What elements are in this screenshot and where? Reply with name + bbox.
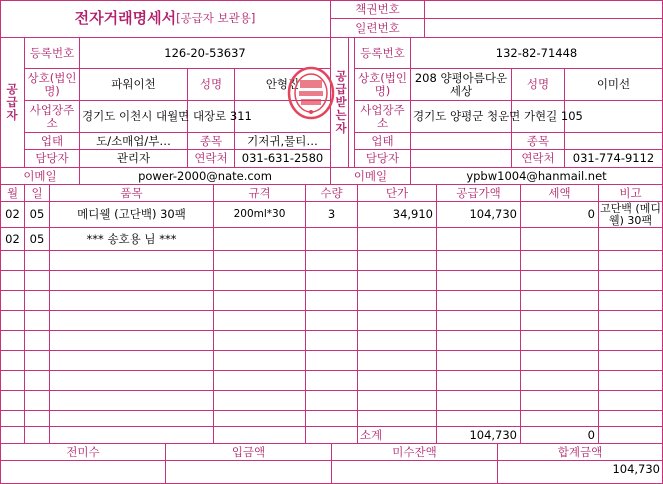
supplier-side-label: 공급자 bbox=[6, 82, 18, 122]
supplier-email: power-2000@nate.com bbox=[138, 168, 272, 183]
grid-line bbox=[0, 410, 663, 411]
prev-unpaid-value bbox=[1, 461, 165, 478]
total-value: 104,730 bbox=[612, 462, 660, 476]
supplier-rep-label: 성명 bbox=[199, 77, 223, 91]
title-text: 전자거래명세서 bbox=[74, 9, 177, 27]
grid-line bbox=[0, 310, 663, 311]
row1-note: 고단백 (메디웰) 30팩 bbox=[600, 202, 661, 227]
buyer-rep: 이미선 bbox=[596, 77, 631, 91]
supplier-biz-type-label: 업태 bbox=[40, 133, 64, 148]
paid-label: 입금액 bbox=[231, 444, 266, 459]
row1-item: 메디웰 (고단백) 30팩 bbox=[77, 207, 186, 221]
row1-spec: 200ml*30 bbox=[233, 208, 286, 220]
col-header-spec: 규격 bbox=[248, 185, 271, 200]
supplier-rep: 안형진 bbox=[265, 77, 300, 91]
buyer-rep-label: 성명 bbox=[526, 77, 550, 91]
col-header-qty: 수량 bbox=[320, 185, 343, 200]
grid-line bbox=[0, 330, 663, 331]
buyer-addr: 경기도 양평군 청운면 가현길 105 bbox=[413, 109, 583, 123]
supplier-phone-label: 연락처 bbox=[194, 151, 228, 165]
row1-month: 02 bbox=[5, 207, 20, 221]
grid-line bbox=[0, 250, 663, 251]
subtotal-tax: 0 bbox=[587, 427, 595, 442]
grid-line bbox=[348, 37, 349, 168]
col-header-note: 비고 bbox=[619, 185, 642, 200]
buyer-reg-no: 132-82-71448 bbox=[495, 45, 578, 60]
prev-unpaid-label: 전미수 bbox=[66, 444, 100, 459]
book-no-label: 책권번호 bbox=[355, 1, 400, 16]
grid-line bbox=[0, 370, 663, 371]
col-header-price: 단가 bbox=[385, 185, 409, 200]
buyer-email: ypbw1004@hanmail.net bbox=[466, 168, 607, 183]
grid-line bbox=[0, 350, 663, 351]
buyer-contact-label: 담당자 bbox=[365, 151, 400, 165]
supplier-phone: 031-631-2580 bbox=[241, 151, 324, 165]
row2-item: *** 송호용 님 *** bbox=[86, 231, 177, 246]
supplier-addr-label: 사업장주소 bbox=[29, 102, 75, 130]
row1-qty: 3 bbox=[327, 207, 336, 221]
row1-day: 05 bbox=[29, 207, 45, 221]
buyer-phone: 031-774-9112 bbox=[572, 151, 655, 165]
serial-no-label: 일련번호 bbox=[355, 20, 400, 35]
subtotal-supply: 104,730 bbox=[469, 427, 517, 442]
buyer-biz-item bbox=[565, 133, 662, 149]
row2-day: 05 bbox=[29, 231, 45, 246]
supplier-contact: 관리자 bbox=[116, 151, 151, 165]
buyer-name: 208 양평아름다운세상 bbox=[414, 70, 508, 98]
supplier-biz-item-label: 종목 bbox=[199, 133, 223, 148]
paid-value bbox=[166, 461, 331, 478]
buyer-side-label: 공급받는자 bbox=[335, 69, 347, 135]
supplier-biz-item: 기저귀,물티… bbox=[247, 133, 318, 148]
row2-month: 02 bbox=[5, 231, 20, 246]
buyer-biz-type bbox=[411, 133, 511, 149]
supplier-email-label: 이메일 bbox=[23, 168, 57, 183]
col-header-tax: 세액 bbox=[548, 185, 571, 200]
supplier-reg-label: 등록번호 bbox=[29, 45, 75, 60]
title-note: [공급자 보관용] bbox=[176, 11, 256, 25]
row1-price: 34,910 bbox=[392, 207, 433, 221]
unpaid-label: 미수잔액 bbox=[392, 444, 437, 459]
supplier-name-label: 상호(법인명) bbox=[27, 70, 77, 98]
total-label: 합계금액 bbox=[557, 444, 603, 459]
invoice-title bbox=[0, 0, 330, 37]
row1-supply: 104,730 bbox=[469, 207, 517, 221]
subtotal-label: 소계 bbox=[359, 427, 383, 442]
buyer-name-label: 상호(법인명) bbox=[358, 70, 407, 98]
serial-no-value bbox=[425, 19, 662, 37]
col-header-day: 일 bbox=[31, 185, 43, 200]
book-no-value bbox=[425, 0, 662, 18]
col-header-supply: 공급가액 bbox=[456, 185, 501, 200]
supplier-biz-type: 도/소매업/부… bbox=[96, 133, 171, 148]
supplier-addr: 경기도 이천시 대월면 대장로 311 bbox=[82, 109, 252, 123]
buyer-contact bbox=[411, 150, 511, 167]
buyer-biz-item-label: 종목 bbox=[526, 133, 550, 148]
col-header-month: 월 bbox=[6, 185, 19, 200]
buyer-addr-label: 사업장주소 bbox=[360, 102, 405, 130]
col-header-item: 품목 bbox=[120, 185, 143, 200]
buyer-phone-label: 연락처 bbox=[521, 151, 555, 165]
supplier-contact-label: 담당자 bbox=[35, 151, 69, 165]
seal-stamp-icon bbox=[287, 66, 335, 120]
supplier-name: 파워이천 bbox=[111, 77, 156, 91]
unpaid-value bbox=[332, 461, 497, 478]
row1-tax: 0 bbox=[587, 207, 595, 221]
buyer-reg-label: 등록번호 bbox=[360, 45, 405, 60]
buyer-email-label: 이메일 bbox=[353, 168, 388, 183]
grid-line bbox=[0, 390, 663, 391]
grid-line bbox=[0, 290, 663, 291]
buyer-biz-type-label: 업태 bbox=[371, 133, 394, 148]
grid-line bbox=[0, 270, 663, 271]
supplier-reg-no: 126-20-53637 bbox=[164, 45, 246, 60]
